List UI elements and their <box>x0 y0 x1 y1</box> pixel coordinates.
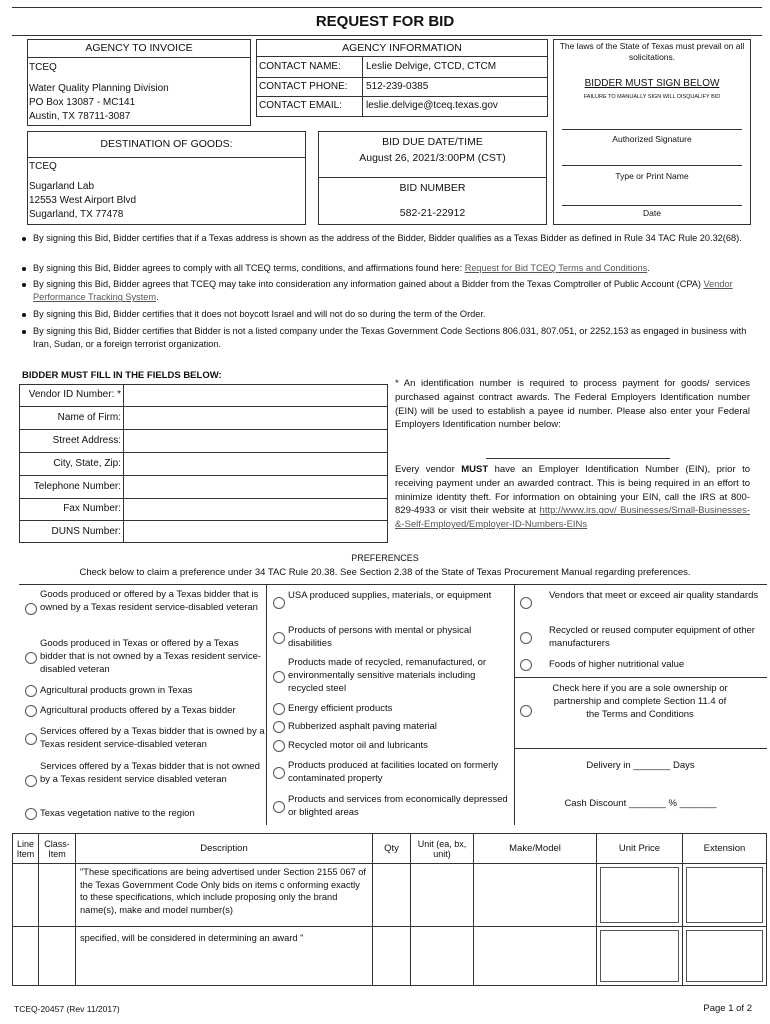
pref-radio[interactable] <box>25 705 37 717</box>
pref-radio[interactable] <box>273 632 285 644</box>
pref-label: Agricultural products grown in Texas <box>40 685 193 696</box>
col-unit: Unit (ea, bx, unit) <box>411 834 474 864</box>
pref-radio[interactable] <box>520 597 532 609</box>
pref-radio[interactable] <box>25 808 37 820</box>
pref-radio[interactable] <box>25 733 37 745</box>
pref-radio[interactable] <box>273 671 285 683</box>
pref-option[interactable] <box>25 705 265 719</box>
pref-option[interactable] <box>520 625 765 653</box>
pref-label: Products produced at facilities located on formerly contaminated property <box>288 760 499 784</box>
certification-item: By signing this Bid, Bidder certifies that it does not boycott Israel and will not do so during the term of the Order. <box>22 308 752 323</box>
destination-line: TCEQ <box>29 161 57 172</box>
pref-label: Agricultural products offered by a Texas bidder <box>40 705 236 716</box>
destination-line: Sugarland, TX 77478 <box>29 209 124 220</box>
law-note: The laws of the State of Texas must prevail on all solicitations. <box>559 41 745 63</box>
pref-option[interactable] <box>273 721 513 735</box>
pref-radio[interactable] <box>520 659 532 671</box>
preferences-subheading: Check below to claim a preference under 34 TAC Rule 20.38. See Section 2.38 of the State of Texas Procurement Manual regarding preferences. <box>79 567 691 578</box>
pref-label: Rubberized asphalt paving material <box>288 721 437 732</box>
make-model-cell[interactable] <box>474 927 597 986</box>
pref-label: Products of persons with mental or physical disabilities <box>288 625 472 649</box>
pref-radio[interactable] <box>25 685 37 697</box>
pref-option[interactable] <box>273 703 513 717</box>
printed-name-label: Type or Print Name <box>615 171 689 181</box>
invoice-line: Water Quality Planning Division <box>29 83 169 94</box>
pref-option[interactable] <box>520 659 765 673</box>
ein-note: * An identification number is required to process payment for goods/ services purchased against contract awards. The Federal Employers Identification number (EIN) will be used to establish a payee id number. Please also enter your Federal Employers Identification number below: <box>395 378 750 431</box>
bid-number-label: BID NUMBER <box>399 182 466 194</box>
certification-item: By signing this Bid, Bidder agrees that TCEQ may take into consideration any information gained about a Bidder from the Texas Comptroller of Public Account (CPA) Vendor Performance Tracking System. <box>22 278 752 306</box>
unit-price-cell[interactable] <box>597 864 683 927</box>
pref-radio[interactable] <box>25 775 37 787</box>
description-cell: "These specifications are being advertised under Section 2155 067 of the Texas Government Code Only bids on items c onforming exactly to these specifications, which include proposing only the brand name(s), make and model number(s) <box>76 864 373 927</box>
contact-name-label: CONTACT NAME: <box>259 61 341 72</box>
invoice-line: TCEQ <box>29 62 57 73</box>
pref-option[interactable] <box>25 808 265 822</box>
contact-phone-value: 512-239-0385 <box>366 81 429 92</box>
pref-option[interactable] <box>25 685 265 699</box>
pref-label: Texas vegetation native to the region <box>40 808 195 819</box>
invoice-line: Austin, TX 78711-3087 <box>29 111 131 122</box>
description-cell: specified, will be considered in determining an award " <box>76 927 373 986</box>
pref-radio[interactable] <box>25 652 37 664</box>
pref-radio[interactable] <box>273 721 285 733</box>
pref-option[interactable] <box>25 726 265 754</box>
pref-label: Products made of recycled, remanufactured, or environmentally sensitive materials including recycled steel <box>288 657 487 694</box>
unit-price-cell[interactable] <box>597 927 683 986</box>
unit-cell[interactable] <box>411 864 474 927</box>
line-item-cell[interactable] <box>13 927 39 986</box>
qty-cell[interactable] <box>373 864 411 927</box>
form-id: TCEQ-20457 (Rev 11/2017) <box>14 1004 120 1014</box>
pref-option[interactable] <box>25 589 265 629</box>
extension-cell[interactable] <box>683 927 767 986</box>
failure-note: FAILURE TO MANUALLY SIGN WILL DISQUALIFY BID <box>583 94 721 100</box>
pref-radio[interactable] <box>273 767 285 779</box>
agency-invoice-heading: AGENCY TO INVOICE <box>85 42 193 54</box>
telephone-input[interactable] <box>125 481 385 495</box>
pref-option[interactable] <box>520 590 765 618</box>
pref-option[interactable] <box>273 740 513 754</box>
pref-option[interactable] <box>25 761 265 801</box>
pref-radio[interactable] <box>25 603 37 615</box>
pref-label: Products and services from economically depressed or blighted areas <box>288 794 508 818</box>
pref-label: Recycled or reused computer equipment of other manufacturers <box>549 625 755 649</box>
agency-info-heading: AGENCY INFORMATION <box>342 42 462 54</box>
destination-heading: DESTINATION OF GOODS: <box>100 138 233 150</box>
certification-item: By signing this Bid, Bidder agrees to comply with all TCEQ terms, conditions, and affirmations found here: Request for Bid TCEQ Terms and Conditions. <box>22 262 752 277</box>
col-make-model: Make/Model <box>474 834 597 864</box>
pref-option[interactable] <box>273 794 513 822</box>
invoice-line: PO Box 13087 - MC141 <box>29 97 136 108</box>
irs-ein-link[interactable]: http://www.irs.gov/ Businesses/Small-Businesses-&-Self-Employed/Employer-ID-Numbers-EINs <box>395 505 751 531</box>
pref-label: Vendors that meet or exceed air quality standards <box>549 590 759 601</box>
authorized-signature-field[interactable] <box>562 112 742 130</box>
authorized-signature-label: Authorized Signature <box>612 134 692 144</box>
sole-ownership-label: Check here if you are a sole ownership or partnership and complete Section 11.4 of the Terms and Conditions <box>552 683 728 720</box>
preferences-heading: PREFERENCES <box>351 553 419 563</box>
pref-label: Energy efficient products <box>288 703 393 714</box>
col-description: Description <box>76 834 373 864</box>
col-class-item: Class-Item <box>39 834 76 864</box>
pref-radio[interactable] <box>273 703 285 715</box>
extension-cell[interactable] <box>683 864 767 927</box>
col-qty: Qty <box>373 834 411 864</box>
make-model-cell[interactable] <box>474 864 597 927</box>
pref-option[interactable] <box>273 760 513 788</box>
pref-radio[interactable] <box>520 705 532 717</box>
pref-option[interactable] <box>273 590 513 618</box>
col-line-item: Line Item <box>13 834 39 864</box>
street-address-input[interactable] <box>125 435 385 449</box>
pref-option[interactable] <box>25 638 265 678</box>
firm-name-label: Name of Firm: <box>57 412 121 423</box>
pref-radio[interactable] <box>273 740 285 752</box>
vendor-performance-link[interactable]: Vendor Performance Tracking System <box>33 279 733 303</box>
pref-radio[interactable] <box>273 801 285 813</box>
city-state-zip-input[interactable] <box>125 458 385 472</box>
sole-ownership-option[interactable] <box>520 683 765 741</box>
vendor-id-label: Vendor ID Number: * <box>28 389 121 400</box>
destination-line: Sugarland Lab <box>29 181 95 192</box>
telephone-label: Telephone Number: <box>33 481 121 492</box>
contact-name-value: Leslie Delvige, CTCD, CTCM <box>366 61 497 72</box>
pref-label: Foods of higher nutritional value <box>549 659 685 670</box>
pref-label: USA produced supplies, materials, or equipment <box>288 590 492 601</box>
contact-phone-label: CONTACT PHONE: <box>259 81 348 92</box>
bid-due-value: August 26, 2021/3:00PM (CST) <box>359 152 506 164</box>
ein-input[interactable] <box>486 446 670 459</box>
ein-requirement-note: Every vendor MUST have an Employer Identification Number (EIN), prior to receiving payment under an awarded contract. This is being required in an effort to minimize identity theft. For information on obtaining your EIN, call the IRS at 800-829-4933 or visit their website at http://www.irs.gov/ Businesses/Small-Businesses-&-Self-Employed/Employer-ID-Numbers-EINs <box>395 464 751 531</box>
delivery-days[interactable]: Delivery in _______ Days <box>586 760 695 771</box>
page-number: Page 1 of 2 <box>703 1003 752 1014</box>
class-item-cell[interactable] <box>39 864 76 927</box>
form-title: REQUEST FOR BID <box>315 13 455 30</box>
pref-radio[interactable] <box>520 632 532 644</box>
pref-label: Services offered by a Texas bidder that is not owned by a Texas resident service disabled veteran <box>40 761 260 785</box>
signature-date-field[interactable] <box>562 188 742 206</box>
table-row <box>13 864 767 927</box>
table-row <box>13 927 767 986</box>
street-address-label: Street Address: <box>52 435 121 446</box>
contact-email-value: leslie.delvige@tceq.texas.gov <box>366 100 498 111</box>
items-table <box>12 833 767 986</box>
cash-discount[interactable]: Cash Discount _______ % _______ <box>564 798 717 809</box>
class-item-cell[interactable] <box>39 927 76 986</box>
vendor-id-input[interactable] <box>125 389 385 403</box>
pref-label: Goods produced or offered by a Texas bidder that is owned by a Texas resident service-disabled veteran <box>40 589 259 613</box>
pref-label: Services offered by a Texas bidder that is owned by a Texas resident service-disabled veteran <box>40 726 265 750</box>
city-state-zip-label: City, State, Zip: <box>53 458 121 469</box>
contact-email-label: CONTACT EMAIL: <box>259 100 342 111</box>
destination-line: 12553 West Airport Blvd <box>29 195 137 206</box>
terms-conditions-link[interactable]: Request for Bid TCEQ Terms and Conditions <box>464 263 648 273</box>
col-extension: Extension <box>683 834 767 864</box>
fax-label: Fax Number: <box>63 503 121 514</box>
fax-input[interactable] <box>125 503 385 517</box>
signature-date-label: Date <box>643 208 661 218</box>
duns-input[interactable] <box>125 526 385 540</box>
bidder-fields-heading: BIDDER MUST FILL IN THE FIELDS BELOW: <box>22 370 222 381</box>
qty-cell[interactable] <box>373 927 411 986</box>
pref-radio[interactable] <box>273 597 285 609</box>
line-item-cell[interactable] <box>13 864 39 927</box>
certification-item: By signing this Bid, Bidder certifies that if a Texas address is shown as the address of the Bidder, Bidder qualifies as a Texas Bidder as defined in Rule 34 TAC Rule 20.32(68). <box>22 232 752 260</box>
col-unit-price: Unit Price <box>597 834 683 864</box>
unit-cell[interactable] <box>411 927 474 986</box>
duns-label: DUNS Number: <box>51 526 121 537</box>
firm-name-input[interactable] <box>125 412 385 426</box>
bidder-must-sign: BIDDER MUST SIGN BELOW <box>584 78 720 89</box>
pref-label: Recycled motor oil and lubricants <box>288 740 428 751</box>
certification-item: By signing this Bid, Bidder certifies that Bidder is not a listed company under the Texas Government Code Sections 806.031, 807.051, or 2252.153 as engaged in business with Iran, Sudan, or a foreign terrorist organization. <box>22 325 752 353</box>
bid-due-label: BID DUE DATE/TIME <box>382 136 483 148</box>
pref-option[interactable] <box>273 625 513 653</box>
pref-label: Goods produced in Texas or offered by a Texas bidder that is not owned by a Texas resident service-disabled veteran <box>40 638 262 675</box>
pref-option[interactable] <box>273 657 513 697</box>
printed-name-field[interactable] <box>562 148 742 166</box>
bid-number-value: 582-21-22912 <box>399 207 466 219</box>
